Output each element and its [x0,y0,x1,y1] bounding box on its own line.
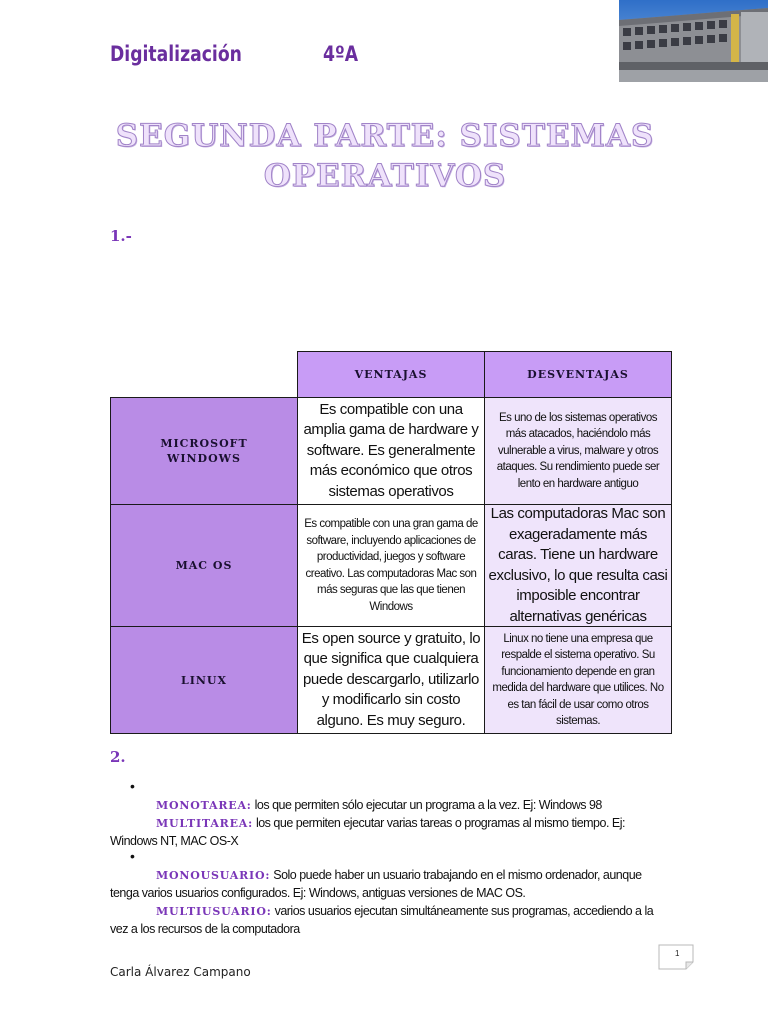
macos-desventajas [484,504,672,627]
page-number: 1 [675,949,680,958]
os-comparison-table [110,351,672,734]
question-1-label: 1.- [110,227,132,245]
os-name-linux: LINUX [180,673,228,687]
footer-author: Carla Álvarez Campano [110,965,251,979]
multiusuario-definition [110,903,670,938]
title-line-1: SEGUNDA PARTE: SISTEMAS [115,118,655,154]
linux-ventajas-text: Es open source y gratuito, lo que significa que cualquiera puede descargarlo, utilizarlo y modificarlo sin costo alguno. Es muy seguro. [301,629,481,729]
monotarea-definition [110,797,670,815]
os-name-windows-line1: MICROSOFT [160,437,248,450]
monotarea-text: los que permiten sólo ejecutar un programa a la vez. Ej: Windows 98 [251,798,602,812]
macos-ventajas [297,504,485,627]
header-ventajas [297,351,485,398]
multitarea-term: MULTITAREA: [156,817,253,830]
school-building-image [619,0,768,82]
monousuario-definition [110,867,670,902]
os-cell-macos [110,504,298,627]
linux-desventajas-text: Linux no tiene una empresa que respalde el sistema operativo. Su funcionamiento depende en gran medida del hardware que utilices. No es tan fácil de usar como otros sistemas. [492,632,664,727]
class-group: 4ºA [323,42,359,66]
os-cell-windows [110,397,298,505]
multitarea-definition [110,815,670,850]
os-name-macos: MAC OS [175,559,233,572]
document-subject: Digitalización [110,42,242,66]
monousuario-text: Solo puede haber un usuario trabajando en el mismo ordenador, aunque tenga varios usuarios configurados. Ej: Windows, antiguas versiones de MAC OS. [110,868,642,900]
linux-ventajas [297,626,485,734]
multitarea-text: los que permiten ejecutar varias tareas o programas al mismo tiempo. Ej: Windows NT, MAC OS-X [110,816,625,848]
list-bullet: • [130,778,135,794]
windows-desventajas [484,397,672,505]
page-title [60,116,710,196]
question-2-label: 2. [110,748,126,766]
windows-ventajas-text: Es compatible con una amplia gama de hardware y software. Es generalmente más económico que otros sistemas operativos [303,400,479,500]
monousuario-term: MONOUSUARIO: [156,869,271,882]
os-cell-linux [110,626,298,734]
windows-ventajas [297,397,485,505]
monotarea-term: MONOTAREA: [156,799,252,812]
title-line-2: OPERATIVOS [263,158,507,194]
header-desventajas [484,351,672,398]
multiusuario-term: MULTIUSUARIO: [156,905,272,918]
os-name-windows-line2: WINDOWS [167,452,241,465]
linux-desventajas [484,626,672,734]
list-bullet: • [130,848,135,864]
header-ventajas-label: VENTAJAS [354,368,428,381]
macos-ventajas-text: Es compatible con una gran gama de software, incluyendo aplicaciones de productividad, juegos y software creativo. Las computadoras Mac son más seguras que las que tienen Windows [304,518,478,613]
multiusuario-text: varios usuarios ejecutan simultáneamente sus programas, accediendo a la vez a los recursos de la computadora [110,904,654,936]
windows-desventajas-text: Es uno de los sistemas operativos más atacados, haciéndolo más vulnerable a virus, malware y otros ataques. Su rendimiento puede ser lento en hardware antiguo [496,411,660,490]
macos-desventajas-text: Las computadoras Mac son exageradamente más caras. Tiene un hardware exclusivo, lo que resulta casi imposible encontrar alternativas genéricas [488,505,668,625]
header-desventajas-label: DESVENTAJAS [527,368,629,381]
